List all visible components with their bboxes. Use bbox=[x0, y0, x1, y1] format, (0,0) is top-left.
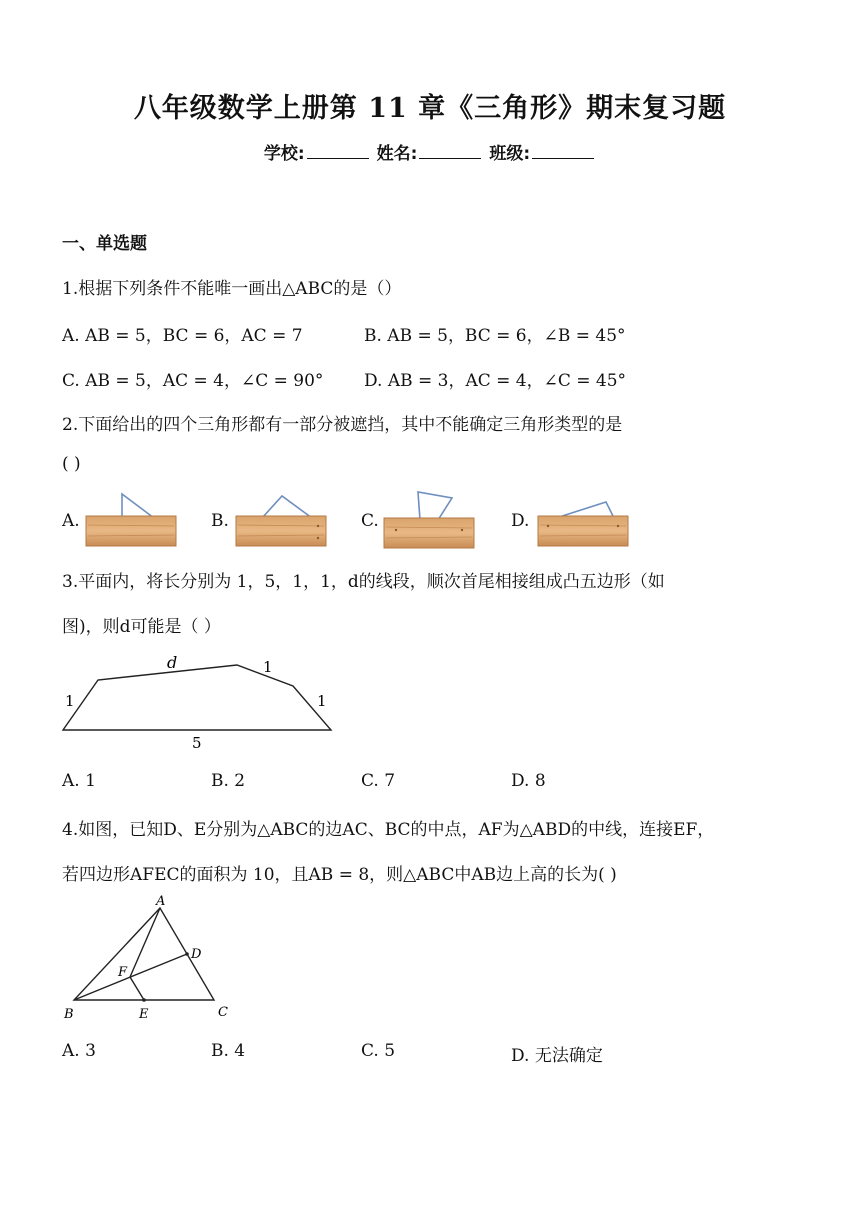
q3-option-d: D. 8 bbox=[511, 771, 546, 791]
q3-option-a: A. 1 bbox=[62, 771, 96, 791]
q3-label-bottom: 5 bbox=[192, 734, 202, 752]
q2-label-a: A. bbox=[62, 511, 80, 531]
q4-label-d: D bbox=[191, 947, 202, 962]
name-blank[interactable] bbox=[419, 142, 481, 159]
q2-label-c: C. bbox=[361, 511, 379, 531]
q2-stem: 2.下面给出的四个三角形都有一部分被遮挡，其中不能确定三角形类型的是 bbox=[62, 415, 623, 435]
q3-stem-line1: 3.平面内，将长分别为 1，5，1，1，d的线段，顺次首尾相接组成凸五边形（如 bbox=[62, 572, 665, 592]
q4-stem-line2: 若四边形AFEC的面积为 10，且AB = 8，则△ABC中AB边上高的长为( ) bbox=[62, 865, 617, 885]
school-label: 学校: bbox=[263, 144, 305, 164]
name-label: 姓名: bbox=[376, 144, 418, 164]
q2-figure-c bbox=[382, 488, 478, 552]
section-title: 一、单选题 bbox=[62, 234, 147, 254]
page-title: 八年级数学上册第 11 章《三角形》期末复习题 bbox=[133, 93, 727, 124]
q2-label-b: B. bbox=[211, 511, 229, 531]
q2-figure-a bbox=[84, 492, 180, 550]
q2-figure-d bbox=[534, 494, 632, 550]
q3-option-c: C. 7 bbox=[361, 771, 396, 791]
q4-label-b: B bbox=[64, 1007, 74, 1022]
q4-label-e: E bbox=[139, 1007, 149, 1022]
student-info-line bbox=[0, 139, 860, 164]
q1-option-d: D. AB = 3，AC = 4，∠C = 45° bbox=[364, 371, 627, 391]
q1-option-c: C. AB = 5，AC = 4，∠C = 90° bbox=[62, 371, 324, 391]
q4-triangle-figure bbox=[60, 892, 240, 1028]
q1-option-b: B. AB = 5，BC = 6，∠B = 45° bbox=[364, 326, 626, 346]
q4-stem-line1: 4.如图，已知D、E分别为△ABC的边AC、BC的中点，AF为△ABD的中线，连接EF， bbox=[62, 820, 715, 840]
q2-figure-b bbox=[234, 492, 330, 550]
q4-option-c: C. 5 bbox=[361, 1041, 396, 1061]
q3-stem-line2: 图)，则d可能是（ ） bbox=[62, 617, 221, 637]
q4-option-b: B. 4 bbox=[211, 1041, 246, 1061]
class-label: 班级: bbox=[489, 144, 531, 164]
q4-option-a: A. 3 bbox=[62, 1041, 96, 1061]
q3-label-right: 1 bbox=[317, 692, 327, 710]
q2-answer-paren: ( ) bbox=[62, 454, 81, 474]
q2-label-d: D. bbox=[511, 511, 530, 531]
q3-label-d: d bbox=[167, 653, 178, 672]
q3-label-top-right: 1 bbox=[263, 658, 273, 676]
q3-pentagon-figure bbox=[55, 648, 345, 754]
q4-label-a: A bbox=[156, 894, 166, 909]
q4-option-d: D. 无法确定 bbox=[511, 1046, 603, 1066]
q4-label-f: F bbox=[118, 965, 128, 980]
q4-label-c: C bbox=[218, 1005, 228, 1020]
q1-option-a: A. AB = 5，BC = 6，AC = 7 bbox=[62, 326, 303, 346]
q1-stem: 1.根据下列条件不能唯一画出△ABC的是（） bbox=[62, 279, 402, 299]
class-blank[interactable] bbox=[532, 142, 594, 159]
school-blank[interactable] bbox=[307, 142, 369, 159]
q3-option-b: B. 2 bbox=[211, 771, 246, 791]
q3-label-left: 1 bbox=[65, 692, 75, 710]
